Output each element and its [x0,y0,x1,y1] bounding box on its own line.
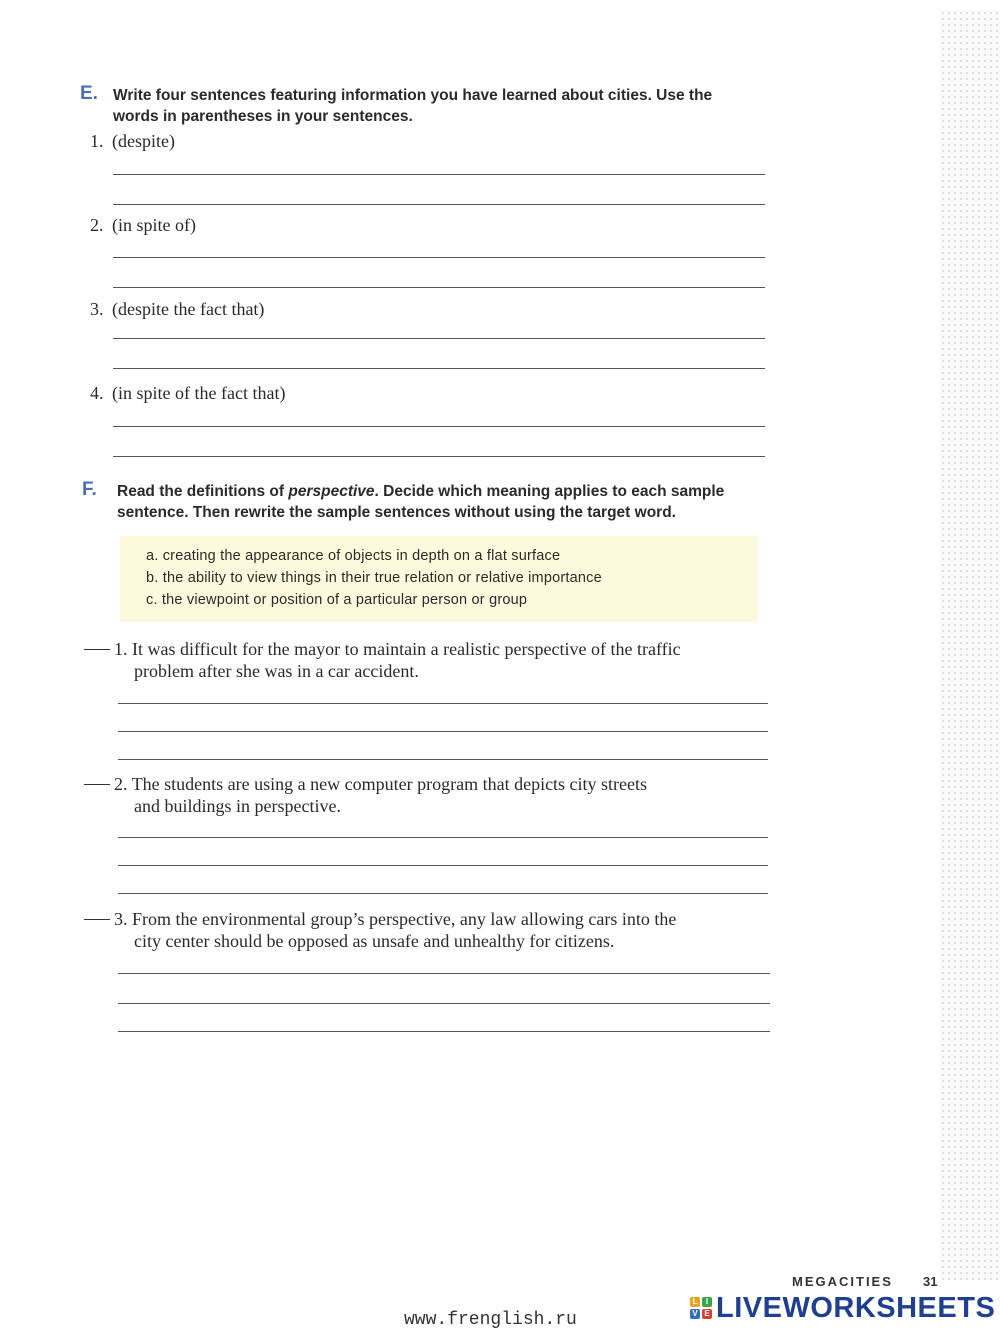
sample-line1: From the environmental group’s perspective, any law allowing cars into the [132,909,677,929]
sample-number: 2. [114,774,128,794]
section-e-instruction-line1: Write four sentences featuring information you have learned about cities. Use the [113,87,713,104]
logo-grid-i: I [702,1297,712,1307]
prompt-text: (in spite of the fact that) [112,383,286,403]
answer-line[interactable] [113,368,765,369]
logo-text: LIVEWORKSHEETS [716,1291,996,1324]
definition-answer-blank[interactable] [84,784,110,785]
prompt-4 [90,382,285,404]
logo-grid-icon [690,1297,712,1319]
prompt-text: (despite) [112,131,175,151]
answer-line[interactable] [118,1031,770,1032]
sample-number: 3. [114,909,128,929]
prompt-2 [90,214,196,236]
prompt-1 [90,130,175,152]
answer-line[interactable] [118,973,770,974]
answer-line[interactable] [118,893,768,894]
section-e-letter: E. [80,83,98,104]
footer-section-label: MEGACITIES [792,1274,893,1289]
logo-grid-e: E [702,1309,712,1319]
section-f-instruction [117,481,797,523]
section-f-instruction-post: . Decide which meaning applies to each sample [374,483,725,500]
dotted-margin-strip [940,10,1000,1280]
prompt-3 [90,298,264,320]
page-number: 31 [923,1274,938,1289]
logo-grid-v: V [690,1309,700,1319]
definition-b: b. the ability to view things in their true relation or relative importance [146,570,602,586]
sample-line1: The students are using a new computer program that depicts city streets [131,774,648,794]
definition-answer-blank[interactable] [84,649,110,650]
sample-sentence-3 [84,908,676,952]
section-f-instruction-pre: Read the definitions of [117,483,289,500]
answer-line[interactable] [118,731,768,732]
definitions-box [120,536,758,622]
answer-line[interactable] [118,1003,770,1004]
website-url[interactable]: www.frenglish.ru [404,1310,577,1330]
definition-a: a. creating the appearance of objects in depth on a flat surface [146,548,561,564]
answer-line[interactable] [113,338,765,339]
answer-line[interactable] [113,426,765,427]
answer-line[interactable] [118,837,768,838]
sample-number: 1. [114,639,128,659]
prompt-number: 3. [90,299,104,319]
target-word: perspective [288,483,375,500]
answer-line[interactable] [113,287,765,288]
answer-line[interactable] [113,257,765,258]
section-f-letter: F. [82,479,97,500]
sample-sentence-2 [84,773,647,817]
answer-line[interactable] [113,204,765,205]
answer-line[interactable] [118,865,768,866]
prompt-number: 2. [90,215,104,235]
section-e-instruction [113,85,793,127]
answer-line[interactable] [113,456,765,457]
section-f-instruction-line2: sentence. Then rewrite the sample sentences without using the target word. [117,504,676,521]
prompt-number: 4. [90,383,104,403]
answer-line[interactable] [113,174,765,175]
sample-line2: city center should be opposed as unsafe and unhealthy for citizens. [134,931,615,951]
sample-line2: problem after she was in a car accident. [134,661,419,681]
section-e-instruction-line2: words in parentheses in your sentences. [113,108,413,125]
definition-c: c. the viewpoint or position of a particular person or group [146,592,528,608]
sample-line2: and buildings in perspective. [134,796,341,816]
answer-line[interactable] [118,759,768,760]
definition-answer-blank[interactable] [84,919,110,920]
answer-line[interactable] [118,703,768,704]
sample-line1: It was difficult for the mayor to maintain a realistic perspective of the traffic [132,639,681,659]
logo-grid-l: L [690,1297,700,1307]
prompt-text: (despite the fact that) [112,299,265,319]
prompt-text: (in spite of) [112,215,196,235]
prompt-number: 1. [90,131,104,151]
liveworksheets-logo[interactable] [690,1288,995,1328]
sample-sentence-1 [84,638,681,682]
